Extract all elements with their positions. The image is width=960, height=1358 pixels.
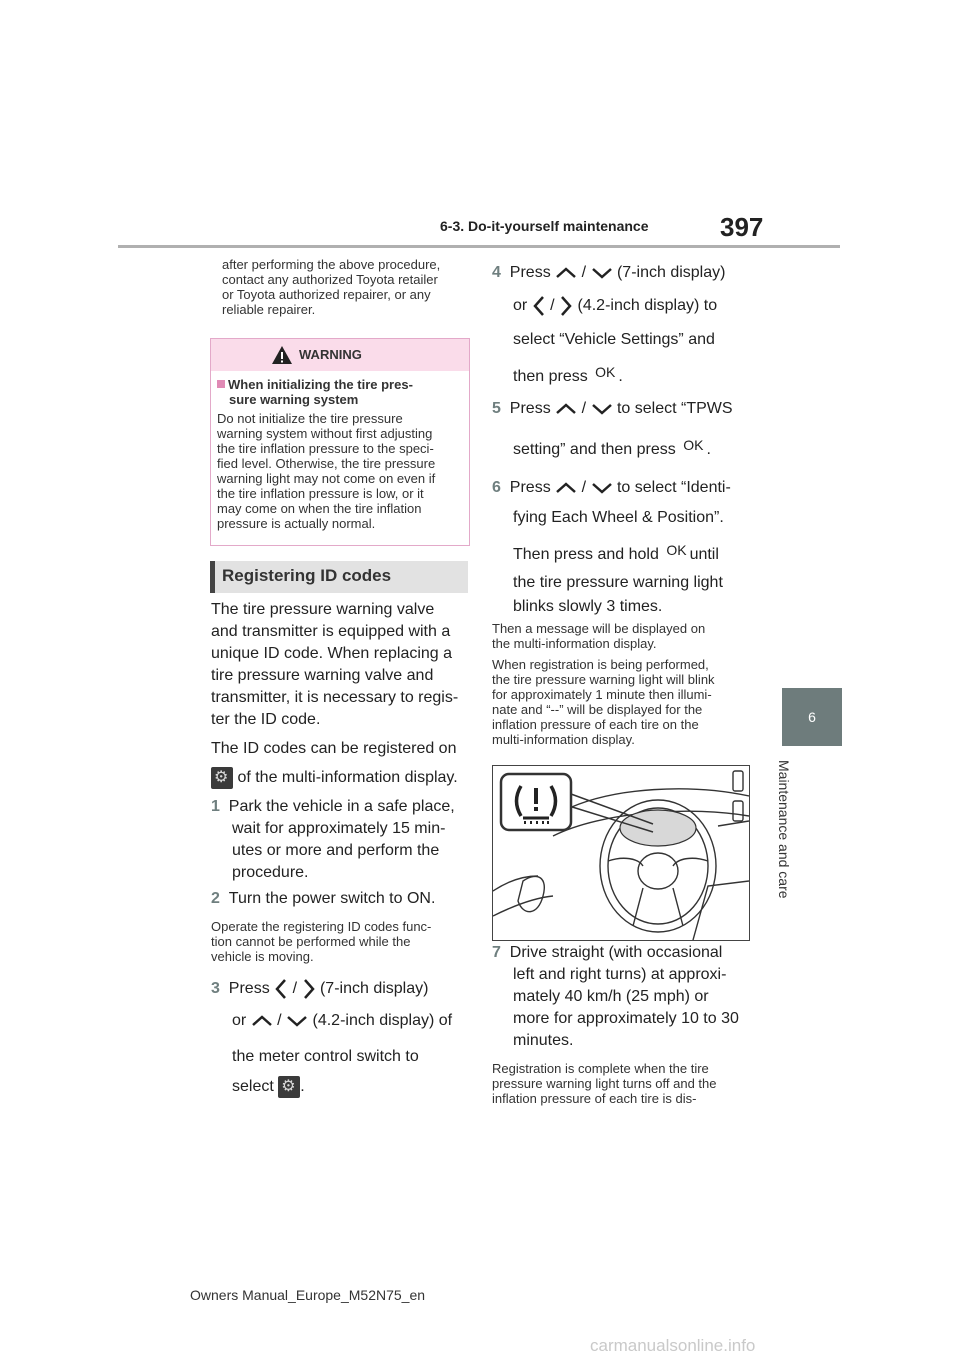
section-heading-text: Registering ID codes [222, 566, 392, 585]
intro-line: after performing the above procedure, [222, 257, 441, 272]
chevron-up-icon [555, 266, 577, 280]
warning-line: Do not initialize the tire pressure [217, 411, 403, 426]
ok-button-icon: OK [666, 542, 687, 558]
step-6 [492, 477, 754, 618]
chevron-left-icon [532, 295, 546, 317]
intro-line: or Toyota authorized repairer, or any [222, 287, 431, 302]
step-text: left and right turns) at approxi- [513, 966, 727, 983]
chevron-right-icon [302, 978, 316, 1000]
section-header: 6-3. Do-it-yourself maintenance [440, 218, 649, 234]
warning-triangle-icon [271, 345, 293, 365]
step-number: 3 [211, 980, 220, 998]
step-text: select [232, 1078, 274, 1096]
slash-text: / [292, 980, 298, 998]
step-1 [211, 796, 473, 884]
step-text: . [300, 1078, 305, 1096]
note-line: vehicle is moving. [211, 949, 314, 964]
step-number: 4 [492, 264, 501, 281]
warning-line: warning light may not come on even if [217, 471, 436, 486]
square-bullet-icon [217, 380, 225, 388]
settings-gear-icon [278, 1076, 300, 1098]
note-line: tion cannot be performed while the [211, 934, 411, 949]
step-text: fying Each Wheel & Position”. [513, 509, 724, 526]
note-line: Operate the registering ID codes func- [211, 919, 432, 934]
step-text: Then press and hold [513, 546, 659, 563]
step-number: 6 [492, 479, 501, 496]
step-text: Drive straight (with occasional [509, 944, 723, 961]
step-text: mately 40 km/h (25 mph) or [513, 988, 709, 1005]
note-line: pressure warning light turns off and the [492, 1076, 717, 1091]
chevron-down-icon [591, 402, 613, 416]
step-3 [211, 978, 473, 1098]
step-text: to select “Identi- [616, 479, 731, 496]
step-text: or [513, 297, 528, 315]
chevron-down-icon [591, 481, 613, 495]
note-line: for approximately 1 minute then illumi- [492, 687, 712, 702]
warning-line: may come on when the tire inflation [217, 501, 422, 516]
step-number: 2 [211, 890, 220, 907]
step-number: 5 [492, 400, 501, 417]
paragraph-id-code [211, 599, 471, 731]
warning-line: warning system without first adjusting [217, 426, 433, 441]
step-text: Park the vehicle in a safe place, [228, 798, 455, 815]
warning-box [210, 338, 470, 546]
step-text: Press [228, 980, 270, 998]
para-line: of the multi-information display. [233, 769, 458, 787]
warning-title: WARNING [299, 347, 362, 362]
step-number: 1 [211, 798, 220, 815]
warning-line: fied level. Otherwise, the tire pressure [217, 456, 436, 471]
step-text: Press [509, 400, 551, 417]
page-number: 397 [720, 212, 764, 242]
chevron-up-icon [555, 402, 577, 416]
step-text: . [706, 441, 711, 458]
note-line: inflation pressure of each tire on the [492, 717, 699, 732]
step-number: 7 [492, 944, 501, 961]
step-text: . [618, 368, 623, 385]
slash-text: / [550, 297, 555, 315]
step-text: (7-inch display) [319, 980, 429, 998]
para-line: unique ID code. When replacing a [211, 645, 453, 662]
slash-text: / [581, 264, 587, 281]
watermark: carmanualsonline.info [590, 1336, 756, 1355]
warning-line: pressure is actually normal. [217, 516, 376, 531]
step-text: then press [513, 368, 588, 385]
step-text: Press [509, 264, 551, 281]
step-4 [492, 262, 754, 388]
para-line: ter the ID code. [211, 711, 321, 728]
step-text: Press [509, 479, 551, 496]
warning-line: the tire inflation pressure to the speci- [217, 441, 434, 456]
para-line: transmitter, it is necessary to regis- [211, 689, 459, 706]
step-text: procedure. [232, 864, 309, 881]
warning-header [211, 339, 469, 371]
chevron-right-icon [559, 295, 573, 317]
note-registration [492, 657, 754, 747]
para-line: tire pressure warning valve and [211, 667, 434, 684]
warning-subtitle-line: sure warning system [229, 392, 359, 407]
chevron-down-icon [286, 1014, 308, 1028]
step-text: until [689, 546, 719, 563]
warning-line: the tire inflation pressure is low, or it [217, 486, 424, 501]
step-text: Turn the power switch to ON. [228, 890, 436, 907]
step-7 [492, 942, 754, 1052]
chevron-left-icon [274, 978, 288, 1000]
note-line: Then a message will be displayed on [492, 621, 706, 636]
warning-subtitle-line: When initializing the tire pres- [228, 377, 413, 392]
slash-text: / [277, 1012, 282, 1029]
chevron-down-icon [591, 266, 613, 280]
para-line: The tire pressure warning valve [211, 601, 435, 618]
slash-text: / [581, 479, 587, 496]
step-text: utes or more and perform the [232, 842, 440, 859]
heading-bar [210, 561, 215, 593]
step-2 [211, 888, 473, 910]
manual-id-footer: Owners Manual_Europe_M52N75_en [190, 1287, 426, 1303]
ok-button-icon: OK [683, 437, 704, 453]
note-message [492, 621, 754, 651]
note-complete [492, 1061, 754, 1106]
chapter-label [772, 760, 812, 910]
intro-line: contact any authorized Toyota retailer [222, 272, 438, 287]
step-text: wait for approximately 15 min- [232, 820, 446, 837]
note-line: nate and “--” will be displayed for the [492, 702, 703, 717]
note-line: the multi-information display. [492, 636, 657, 651]
chevron-up-icon [555, 481, 577, 495]
note-line: inflation pressure of each tire is dis- [492, 1091, 697, 1106]
intro-line: reliable repairer. [222, 302, 316, 317]
step-text: select “Vehicle Settings” and [513, 331, 715, 348]
step-text: (4.2-inch display) of [312, 1012, 453, 1029]
step-text: setting” and then press [513, 441, 676, 458]
warning-text [217, 411, 462, 531]
step-5 [492, 398, 754, 461]
note-line: Registration is complete when the tire [492, 1061, 709, 1076]
intro-paragraph [222, 257, 472, 317]
note-line: the tire pressure warning light will blink [492, 672, 715, 687]
chapter-number: 6 [808, 709, 816, 725]
dashboard-illustration [492, 765, 750, 941]
step-text: or [232, 1012, 247, 1029]
step-text: (7-inch display) [616, 264, 726, 281]
step-text: to select “TPWS [616, 400, 733, 417]
step-text: minutes. [513, 1032, 574, 1049]
section-heading [210, 561, 468, 593]
paragraph-register-on [211, 738, 473, 789]
step-text: the tire pressure warning light [513, 574, 723, 591]
step-text: the meter control switch to [232, 1048, 419, 1065]
step-text: (4.2-inch display) to [577, 297, 718, 315]
note-line: multi-information display. [492, 732, 635, 747]
para-line: and transmitter is equipped with a [211, 623, 451, 640]
settings-gear-icon [211, 767, 233, 789]
ok-button-icon: OK [595, 364, 616, 380]
chevron-up-icon [251, 1014, 273, 1028]
steering-wheel-illustration [493, 766, 749, 940]
para-line: The ID codes can be registered on [211, 740, 457, 757]
note-line: When registration is being performed, [492, 657, 709, 672]
note-moving [211, 919, 473, 964]
step-text: more for approximately 10 to 30 [513, 1010, 739, 1027]
step-text: blinks slowly 3 times. [513, 598, 663, 615]
chapter-label-text: Maintenance and care [776, 760, 792, 899]
warning-subtitle [217, 377, 462, 407]
header-rule [118, 245, 840, 248]
slash-text: / [581, 400, 587, 417]
chapter-tab [782, 688, 842, 746]
